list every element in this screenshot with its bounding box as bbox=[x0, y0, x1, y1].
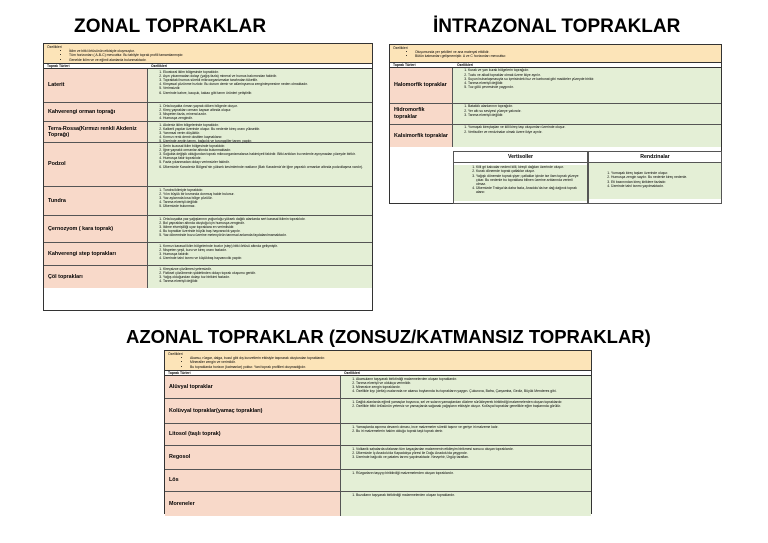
list-item: • Bütün katmanları gelişmemiştir. A ve C horizonları mevcuttur. bbox=[415, 54, 718, 58]
feature-item: 6. Üzerinde kahve, kauçuk, kakao gibi tarım ürünleri yetiştirilir. bbox=[163, 91, 369, 95]
table-row bbox=[165, 492, 591, 516]
column-header-features: Özellikleri bbox=[151, 63, 168, 68]
table-row bbox=[44, 103, 372, 122]
feature-item: 1. Orta kuşakta yaz yağışlarının yoğunluğu yüksek dağlık alanlarda sert karasal iklimin topraklıdır. bbox=[163, 217, 369, 221]
list-item: • Akarsu, rüzgar, dalga, buzul gibi dış kuvvetlerin etkisiyle taşınarak oluşturulan topraklardır. bbox=[190, 356, 588, 360]
vertisol-heading: Vertisoller bbox=[454, 152, 587, 163]
general-features bbox=[165, 351, 591, 371]
list-item: 3. Eti bazınından kireç kiriklere fazladır. bbox=[611, 180, 717, 184]
soil-features bbox=[341, 376, 591, 398]
feature-item: 5. Tuz gölü çevresinde yaygındır. bbox=[468, 85, 718, 89]
feature-item: 3. Tarıma elverişli değildir. bbox=[468, 113, 718, 117]
feature-item: 1. Orta kuşakta ılıman yaprak döken bölgede oluşur. bbox=[163, 104, 369, 108]
zonal-title: ZONAL TOPRAKLAR bbox=[74, 16, 267, 37]
list-item: 1. Killi gri kalıcalar nedeni killi, kireçli dağılan üzerinde oluşur. bbox=[476, 165, 583, 169]
table-row bbox=[44, 187, 372, 216]
feature-item: 2. Özellikle bitki örtüsünün yetersiz ve yamaçlarda sağanak yağışların etkisiyle oluşur. Kolüvyal topraklar genellikle eğim başlarında görülür. bbox=[356, 404, 588, 408]
general-features bbox=[390, 45, 721, 63]
feature-item: 4. Kimyasal çözünme hızlıdır. Bu durum demir ve alüminyumca zenginleşmesine neden olmaktadır. bbox=[163, 82, 369, 86]
feature-item: 2. İğne yapraklı ormanlar altında bulunmaktadır. bbox=[163, 148, 369, 152]
feature-item: 3. Suyun buharlaşmasıyla su içerisindeki tuz ve karbonat gibi maddeler yüzeyde birikir. bbox=[468, 77, 718, 81]
general-features bbox=[44, 44, 372, 64]
feature-item: 4. Humusça zengindir. bbox=[163, 116, 369, 120]
soil-features bbox=[341, 492, 591, 516]
feature-item: 3. Yarımsal verim düşüktür. bbox=[163, 131, 369, 135]
rendzina-list bbox=[593, 171, 717, 188]
feature-item: 3. Humusça fakirdir. bbox=[163, 252, 369, 256]
table-row bbox=[165, 470, 591, 492]
list-item: 4. Ülkemizde Trakya'da daha fazla, Anadolu'da ise dağ dağınık toprak alanır. bbox=[476, 186, 583, 194]
feature-item: 2. Kireç yaprakları ormanı kapsar altında oluşur. bbox=[163, 108, 369, 112]
column-header-type: Toprak Türleri bbox=[393, 62, 416, 67]
feature-item: 4. Bu topraklar üzerinde büyük baş hayvancılık yapılır. bbox=[163, 229, 369, 233]
feature-item: 2. Yer altı su seviyesi yüzeye yakındır. bbox=[468, 109, 718, 113]
feature-item: 5. Ülkemizde bulunmaz. bbox=[163, 204, 369, 208]
soil-type-name: Hidromorfik topraklar bbox=[390, 104, 453, 124]
feature-item: 2. Bol yaprakları altında oluştuğu için humusça zengindir. bbox=[163, 221, 369, 225]
general-list bbox=[393, 50, 718, 58]
feature-item: 3. Nispeten fazla, mineral azdır. bbox=[163, 112, 369, 116]
list-item: 2. Humusça zengin sayılır. Bu nedenle kireç nedenle. bbox=[611, 175, 717, 179]
feature-item: 3. Yaz aylarında kısa bölge çözülür. bbox=[163, 196, 369, 200]
feature-item: 1. Dağlık alanlarda eğimli yamaçlar boyunca, sel ve suların yamaçlardan düzlere sürükleyerek biriktirdiği malzemelerden oluşan topraklardır. bbox=[356, 400, 588, 404]
azonal-table bbox=[164, 350, 592, 514]
feature-item: 5. Üzerinde zeytin tarımı, bağcılık ve turunçgiller tarımı yapılır. bbox=[163, 139, 369, 143]
soil-features bbox=[341, 424, 591, 445]
general-heading: Özellikleri bbox=[393, 46, 408, 50]
rendzina-heading: Rendzinalar bbox=[589, 152, 721, 163]
feature-item: 1. Ekvatoral iklim bölgesinde topraklıdır. bbox=[163, 70, 369, 74]
feature-item: 1. Volkanik sahalarda ufalanan tüm kayaçlardan malzemenin etkileşim birikmesi sonucu oluşan topraklardır. bbox=[356, 447, 588, 451]
general-list bbox=[168, 356, 588, 369]
feature-item: 5. Yaz döneminde bozu üzerine metenyörün tarımsal anlamda faydalanılmamaktadır. bbox=[163, 233, 369, 237]
table-row bbox=[165, 399, 591, 424]
feature-item: 4. Özellikle kıyı (delta) ovalarında ve akarsu boylarında bu toprakların yaygın. Çukurova, Bafra, Çarşamba, Gediz, Büyük Menderes gibi. bbox=[356, 389, 588, 393]
feature-item: 1. Buzulların taşıyarak biriktirdiği malzemelerden oluşan topraklardır. bbox=[356, 493, 588, 497]
feature-item: 4. Tarıma elverişli değildir. bbox=[163, 279, 369, 283]
feature-item: 2. Aşırı yıkanmadan dolayı (yağış fazla) mineral ve humus bakımından fakirdir. bbox=[163, 74, 369, 78]
feature-item: 1. Kireçsizce çözülmesi yetersizdir. bbox=[163, 267, 369, 271]
rendzina-box bbox=[588, 151, 722, 204]
list-item: • Genelde iklim ve ve eğimli alanlarda bulunmaktadır. bbox=[69, 58, 369, 62]
soil-features bbox=[341, 446, 591, 469]
table-row bbox=[44, 69, 372, 103]
feature-item: 3. Üzerinde bağcılık ve patates tarımı yapılmaktadır. Nevşehir, Ürgüp tarafları. bbox=[356, 455, 588, 459]
soil-features bbox=[453, 68, 721, 103]
soil-features bbox=[453, 104, 721, 124]
soil-features bbox=[148, 266, 372, 288]
feature-item: 1. Akarsuların taşıyarak biriktirdiği malzemelerden oluşan topraklardır. bbox=[356, 377, 588, 381]
intrazonal-title: İNTRAZONAL TOPRAKLAR bbox=[433, 16, 681, 37]
table-row bbox=[44, 216, 372, 243]
list-item: • Mineraller zengin ve verimlidir. bbox=[190, 360, 588, 364]
table-row bbox=[165, 424, 591, 446]
feature-item: 4. Üzerinde tahıl tarımı ve küçükbaş hayvancılık yapılır. bbox=[163, 256, 369, 260]
feature-item: 1. Kırmızı karasal iklim bölgelerinde bozkır (step) bitki örtüsü altında gelişmiştir. bbox=[163, 244, 369, 248]
column-header-type: Toprak Türleri bbox=[47, 63, 70, 68]
table-row bbox=[390, 68, 721, 104]
feature-item: 1. Bataklık alanlarının toprağıdır. bbox=[468, 104, 718, 108]
soil-features bbox=[148, 122, 372, 142]
intrazonal-table bbox=[389, 44, 722, 204]
feature-item: 2. Yılın büyük bir kısmında donmuş halde bulunur. bbox=[163, 192, 369, 196]
soil-type-name: Litosol (taşlı toprak) bbox=[165, 424, 341, 445]
soil-type-name: Kolüvyal topraklar(yamaç toprakları) bbox=[165, 399, 341, 423]
table-row bbox=[165, 376, 591, 399]
column-header-features: Özellikleri bbox=[344, 370, 361, 375]
soil-features bbox=[148, 243, 372, 265]
soil-features bbox=[148, 143, 372, 186]
soil-features bbox=[341, 470, 591, 491]
feature-item: 1. Kurak ve yarı kurak bölgelerin toprağıdır. bbox=[468, 68, 718, 72]
feature-item: 2. Nispeten yeşil, kuru ve kireç oranı fazladır. bbox=[163, 248, 369, 252]
feature-item: 3. Soğukta değişik olduğundan toprak mikroorganizmalarca hakimiyeti fakirdir. Bitki artıkları bu nedenle ayrışmadan yüzeyde birikir. bbox=[163, 152, 369, 156]
feature-item: 1. Yamaçlarda aşınma devamlı olması, ince malzemeler sürekli taşınır ve geriye iri malzeme kalır. bbox=[356, 425, 588, 429]
feature-item: 2. Kalkerli yapılar üzerinde oluşur. Bu nedenle kireç oranı yüksektir. bbox=[163, 127, 369, 131]
feature-item: 3. Yağış olduğundan dolayı tuz birikimi fazladır. bbox=[163, 275, 369, 279]
feature-item: 3. İklime elverişliliği uyar topraklara en verimlisidir. bbox=[163, 225, 369, 229]
feature-item: 1. Akdeniz iklim bölgelerinde topraklıdır. bbox=[163, 123, 369, 127]
list-item: • İklim ve bitki örtüsünün etkisiyle oluşmuştur. bbox=[69, 49, 369, 53]
table-row bbox=[44, 143, 372, 187]
soil-type-name: Laterit bbox=[44, 69, 148, 102]
soil-type-name: Alüvyal topraklar bbox=[165, 376, 341, 398]
table-row bbox=[44, 266, 372, 288]
feature-item: 4. Humusça fakir topraklıdır. bbox=[163, 156, 369, 160]
feature-item: 3. Topraktaki humus sürekli mikroorganizmalar tarafından tüketilir. bbox=[163, 78, 369, 82]
soil-type-name: Tundra bbox=[44, 187, 148, 215]
feature-item: 2. Bu iri malzemelerin hakim olduğu toprak taşlı toprak denir. bbox=[356, 429, 588, 433]
list-item: • Oluşumunda yer şekilleri ve ana materyal etkilidir. bbox=[415, 50, 718, 54]
feature-item: 2. Fiziksel çözülmenin şiddetinden dolayı toprak oluşumu geridir. bbox=[163, 271, 369, 275]
soil-features bbox=[341, 399, 591, 423]
soil-type-name: Çernozyom ( kara toprak) bbox=[44, 216, 148, 242]
table-row bbox=[44, 243, 372, 266]
table-row bbox=[44, 122, 372, 143]
soil-type-name: Moreneler bbox=[165, 492, 341, 516]
table-row bbox=[165, 446, 591, 470]
feature-item: 2. Vertisoller ve rendzinalar olmak üzere ikiye ayrılır. bbox=[468, 130, 718, 134]
table-row bbox=[390, 104, 721, 125]
general-heading: Özellikleri bbox=[47, 45, 62, 49]
feature-item: 2. Tarıma elverişli ve oldukça verimlidir. bbox=[356, 381, 588, 385]
feature-item: 6. Ülkemizde Karadeniz Bölgesi'nin yüksek kesimlerinde rastlanır (Batı Karadeniz'de iğne yapraklı ormanlar altında podzollaşma vardır). bbox=[163, 165, 369, 169]
soil-features bbox=[148, 69, 372, 102]
table-row bbox=[390, 125, 721, 147]
column-header-type: Toprak Türleri bbox=[168, 370, 191, 375]
soil-features bbox=[148, 216, 372, 242]
list-item: • Tüm horizonları ( A-B-C) mevcuttur. Bu tabiiyle toprak profili tamamlanmıştır. bbox=[69, 53, 369, 57]
soil-type-name: Kalsimorfik topraklar bbox=[390, 125, 453, 147]
zonal-table bbox=[43, 43, 373, 311]
vertisol-box bbox=[453, 151, 588, 204]
soil-type-name: Kahverengi orman toprağı bbox=[44, 103, 148, 121]
general-heading: Özellikleri bbox=[168, 352, 183, 356]
feature-item: 5. Fazla yıkanmadan dolayı verimsizler fakirdir. bbox=[163, 160, 369, 164]
feature-item: 1. Yumuşak kireçtaşları ve killi kireç taşı oluşumları üzerinde oluşur. bbox=[468, 125, 718, 129]
feature-item: 2. Tuzlu ve alkali topraklar olmak üzere ikiye ayrılır. bbox=[468, 73, 718, 77]
column-header-features: Özellikleri bbox=[457, 62, 474, 67]
vertisol-list bbox=[458, 165, 583, 194]
soil-type-name: Lös bbox=[165, 470, 341, 491]
list-item: 3. Yağışlı dönemde toprak şişer; çatlaklar içinde ise ilam toprak yüzeye çıkar. Bu nedenle bu topraklara bilinen üzerine artılarında verimli olmaz. bbox=[476, 174, 583, 187]
soil-type-name: Terra-Rossa(Kırmızı renkli Akdeniz Toprağı) bbox=[44, 122, 148, 142]
feature-item: 4. Kırmızı renk demir oksitten kaynaklanır. bbox=[163, 135, 369, 139]
list-item: 4. Üzerinde tahıl tarımı yapılmaktadır. bbox=[611, 184, 717, 188]
soil-type-name: Podzol bbox=[44, 143, 148, 186]
list-item: 2. Kurak dönemde toprak çatlaklar oluşur. bbox=[476, 169, 583, 173]
list-item: 1. Yumuşak kireç taşları üzerinde oluşur. bbox=[611, 171, 717, 175]
soil-features bbox=[148, 187, 372, 215]
feature-item: 3. Mineralce zengin topraklardır. bbox=[356, 385, 588, 389]
soil-type-name: Kahverengi step toprakları bbox=[44, 243, 148, 265]
soil-features bbox=[148, 103, 372, 121]
azonal-title: AZONAL TOPRAKLAR (ZONSUZ/KATMANSIZ TOPRAKLAR) bbox=[126, 326, 651, 347]
feature-item: 4. Tarıma elverişli değildir. bbox=[163, 200, 369, 204]
soil-type-name: Halomorfik topraklar bbox=[390, 68, 453, 103]
feature-item: 1. Tundra iklimiyle topraklıdır. bbox=[163, 188, 369, 192]
feature-item: 2. Ülkemizde İç Anadolu'da Kapadokya yöresi ile Doğu Anadolu'da yaygındır. bbox=[356, 451, 588, 455]
general-list bbox=[47, 49, 369, 62]
soil-type-name: Çöl toprakları bbox=[44, 266, 148, 288]
feature-item: 5. Verimsizdir. bbox=[163, 86, 369, 90]
feature-item: 1. Serin kuzusal iklim bölgesinde topraklıdır. bbox=[163, 144, 369, 148]
list-item: • Bu topraklarda horizon (katmanlar) yoktur. Yani toprak profilleri oluşmadığıdır. bbox=[190, 365, 588, 369]
soil-features bbox=[453, 125, 721, 147]
feature-item: 1. Rüzgarların taşıyıp biriktirdiği malzemelerden oluşan topraklardır. bbox=[356, 471, 588, 475]
soil-type-name: Regosol bbox=[165, 446, 341, 469]
feature-item: 4. Tarıma elverişli değildir. bbox=[468, 81, 718, 85]
